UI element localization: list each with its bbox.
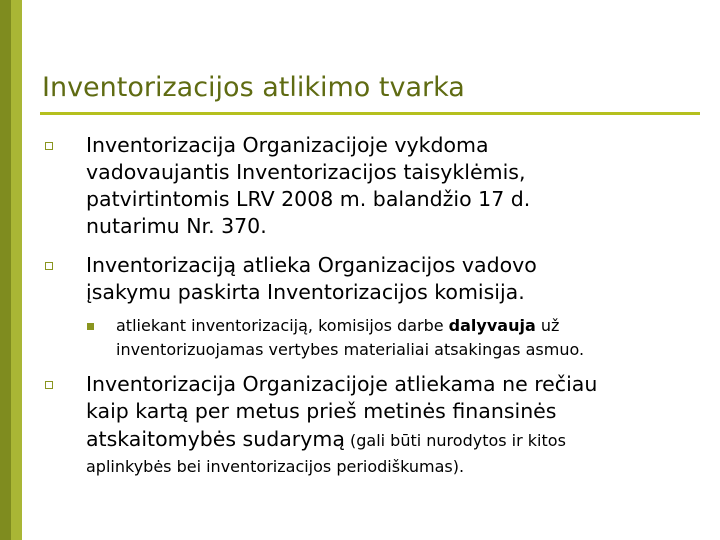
sub-bullet-square-icon (87, 323, 94, 330)
bullet-1-line-1: Inventorizacija Organizacijoje vykdoma (86, 133, 489, 157)
bullet-3-line-4: aplinkybės bei inventorizacijos periodiškumas). (86, 457, 465, 476)
sub-bullet-bold-word: dalyvauja (448, 316, 536, 335)
bullet-square-icon (45, 262, 53, 270)
bullet-3-line-2: kaip kartą per metus prieš metinės finansinės (86, 399, 557, 423)
sub-bullet-line-2: inventorizuojamas vertybes materialiai atsakingas asmuo. (116, 340, 585, 359)
bullet-square-icon (45, 142, 53, 150)
sidebar-stripe-dark (0, 0, 11, 540)
bullet-3-line-1: Inventorizacija Organizacijoje atliekama ne rečiau (86, 372, 598, 396)
bullet-1-line-2: vadovaujantis Inventorizacijos taisyklėmis, (86, 160, 526, 184)
bullet-2-line-1: Inventorizaciją atlieka Organizacijos vadovo (86, 253, 537, 277)
slide-title: Inventorizacijos atlikimo tvarka (42, 72, 465, 103)
sub-bullet-text-start: atliekant inventorizaciją, komisijos darbe (116, 316, 449, 335)
title-underline (40, 112, 700, 115)
sidebar-stripe-light (11, 0, 22, 540)
sub-bullet-line-1 (116, 315, 559, 337)
sub-bullet-text-end: už (535, 316, 560, 335)
bullet-2-line-2: įsakymu paskirta Inventorizacijos komisija. (86, 280, 525, 304)
bullet-square-icon (45, 381, 53, 389)
bullet-1-line-3: patvirtintomis LRV 2008 m. balandžio 17 d. (86, 187, 531, 211)
bullet-3-line-3-main: atskaitomybės sudarymą (86, 427, 345, 451)
bullet-1-line-4: nutarimu Nr. 370. (86, 214, 267, 238)
bullet-3-line-3-note: (gali būti nurodytos ir kitos (344, 431, 566, 450)
bullet-3-line-3 (86, 426, 566, 454)
